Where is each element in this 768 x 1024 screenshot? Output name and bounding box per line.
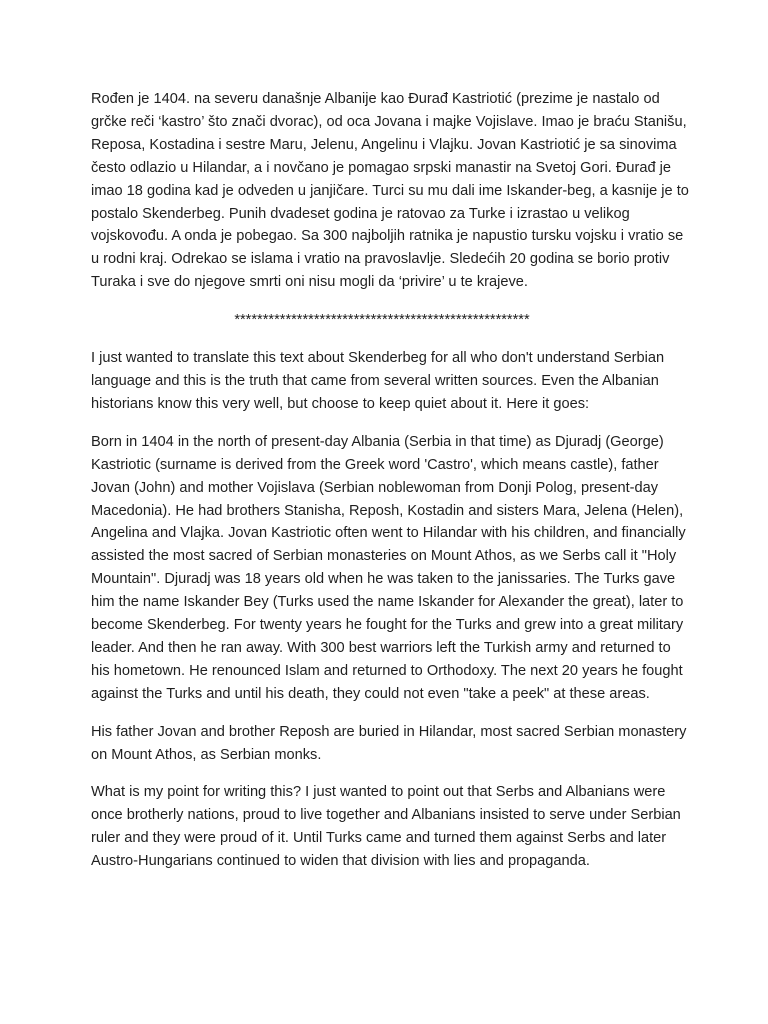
asterisk-separator: **************************************************** (234, 312, 530, 329)
translation-paragraph: Born in 1404 in the north of present-day Albania (Serbia in that time) as Djuradj (George) Kastriotic (surname is derived from the Greek word 'Castro', which means castle), father Jovan (John) and mother Vojislava (Serbian noblewoman from Donji Polog, present-day Macedonia). He had brothers Stanisha, Reposh, Kostadin and sisters Mara, Jelena (Helen), Angelina and Vlajka. Jovan Kastriotic often went to Hilandar with his children, and financially assisted the most sacred of Serbian monasteries on Mount Athos, as we Serbs call it "Holy Mountain". Djuradj was 18 years old when he was taken to the janissaries. The Turks gave him the name Iskander Bey (Turks used the name Iskander for Alexander the great), later to become Skenderbeg. For twenty years he fought for the Turks and grew into a great military leader. And then he ran away. With 300 best warriors left the Turkish army and returned to his hometown. He renounced Islam and returned to Orthodoxy. The next 20 years he fought against the Turks and until his death, they could not even "take a peek" at these areas. (91, 433, 686, 702)
burial-paragraph: His father Jovan and brother Reposh are buried in Hilandar, most sacred Serbian monastery on Mount Athos, as Serbian monks. (91, 723, 687, 763)
serbian-paragraph: Rođen je 1404. na severu današnje Albanije kao Đurađ Kastriotić (prezime je nastalo od grčke reči ‘kastro’ što znači dvorac), od oca Jovana i majke Vojislave. Imao je braću Stanišu, Reposa, Kostadina i sestre Maru, Jelenu, Angelinu i Vlajku. Jovan Kastriotić je sa sinovima često odlazio u Hilandar, a i novčano je pomagao srpski manastir na Svetoj Gori. Đurađ je imao 18 godina kad je odveden u janjičare. Turci su mu dali ime Iskander-beg, a kasnije je to postalo Skenderbeg. Punih dvadeset godina je ratovao za Turke i izrastao u velikog vojskovođu. A onda je pobegao. Sa 300 najboljih ratnika je napustio tursku vojsku i vratio se u rodni kraj. Odrekao se islama i vratio na pravoslavlje. Sledećih 20 godina se borio protiv Turaka i sve do njegove smrti oni nisu mogli da ‘privire’ u te krajeve. (91, 91, 689, 291)
intro-paragraph: I just wanted to translate this text about Skenderbeg for all who don't understand Serbian language and this is the truth that came from several written sources. Even the Albanian historians know this very well, but choose to keep quiet about it. Here it goes: (91, 350, 665, 412)
document-page (91, 88, 691, 888)
point-paragraph: What is my point for writing this? I just wanted to point out that Serbs and Albanians were once brotherly nations, proud to live together and Albanians insisted to serve under Serbian ruler and they were proud of it. Until Turks came and turned them against Serbs and later Austro-Hungarians continued to widen that division with lies and propaganda. (91, 784, 681, 870)
